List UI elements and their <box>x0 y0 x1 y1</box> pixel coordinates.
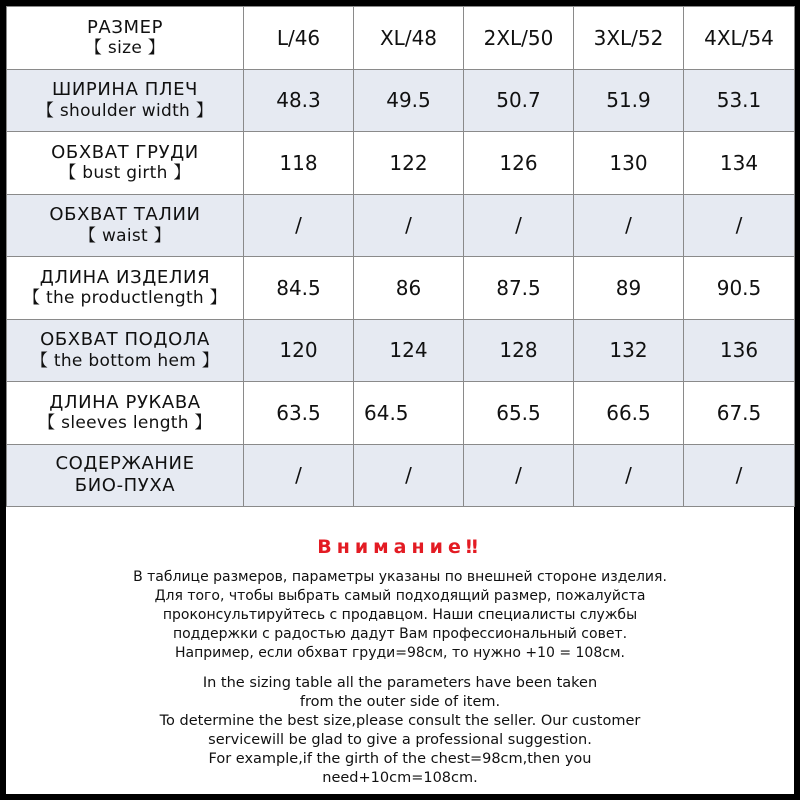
value-cell: 122 <box>354 132 464 195</box>
table-row-product-length <box>7 257 795 320</box>
value-cell: 51.9 <box>574 69 684 132</box>
notice-line: For example,if the girth of the chest=98cm,then you <box>208 751 592 767</box>
notice-line: In the sizing table all the parameters have been taken <box>202 675 598 691</box>
row-label-ru: ШИРИНА ПЛЕЧ <box>52 79 198 100</box>
notice-line: проконсультируйтесь с продавцом. Наши специалисты службы <box>162 607 638 623</box>
row-label-en: 【 the bottom hem 】 <box>30 350 220 371</box>
table-row-waist <box>7 194 795 257</box>
value-cell: 53.1 <box>684 69 795 132</box>
value-cell: 118 <box>244 132 354 195</box>
row-label-cell <box>7 257 244 320</box>
notice-line: В таблице размеров, параметры указаны по внешней стороне изделия. <box>133 569 667 585</box>
notice-line: need+10cm=108cm. <box>322 770 478 786</box>
size-label-cell <box>7 7 244 70</box>
notice-line: from the outer side of item. <box>299 694 501 710</box>
value-cell: 134 <box>684 132 795 195</box>
size-label-ru: РАЗМЕР <box>86 16 164 38</box>
row-label-en: 【 the productlength 】 <box>23 288 227 309</box>
notice-section <box>6 527 794 788</box>
value-cell: 128 <box>464 319 574 382</box>
value-cell: 90.5 <box>684 257 795 320</box>
value-cell: / <box>354 194 464 257</box>
row-label-cell <box>7 444 244 507</box>
size-header-cell: 2XL/50 <box>464 7 574 70</box>
size-table <box>6 6 795 507</box>
notice-line: To determine the best size,please consult the seller. Our customer <box>159 713 641 729</box>
notice-english-text <box>6 674 794 788</box>
value-cell: 136 <box>684 319 795 382</box>
table-row-bust-girth <box>7 132 795 195</box>
value-cell: / <box>244 194 354 257</box>
notice-russian-text <box>6 568 794 663</box>
value-cell: / <box>574 194 684 257</box>
value-cell: / <box>244 444 354 507</box>
value-cell: 67.5 <box>684 382 795 445</box>
table-row-sleeves-length <box>7 382 795 445</box>
value-cell: 66.5 <box>574 382 684 445</box>
notice-line: Например, если обхват груди=98см, то нужно +10 = 108см. <box>175 645 625 661</box>
value-cell: 86 <box>354 257 464 320</box>
header-row <box>7 7 795 70</box>
row-label-ru: ОБХВАТ ГРУДИ <box>51 141 199 163</box>
size-header-cell: 4XL/54 <box>684 7 795 70</box>
value-cell: / <box>464 444 574 507</box>
notice-line: servicewill be glad to give a professional suggestion. <box>208 732 592 748</box>
value-cell: 132 <box>574 319 684 382</box>
notice-line: поддержки с радостью дадут Вам профессиональный совет. <box>172 626 628 642</box>
value-cell: / <box>464 194 574 257</box>
row-label-cell <box>7 194 244 257</box>
row-label-cell <box>7 319 244 382</box>
size-header-cell: 3XL/52 <box>574 7 684 70</box>
row-label-ru: ДЛИНА ИЗДЕЛИЯ <box>39 266 211 288</box>
warning-title: Внимание‼ <box>317 536 483 558</box>
row-label-ru: ОБХВАТ ТАЛИИ <box>49 204 201 225</box>
value-cell: 87.5 <box>464 257 574 320</box>
value-cell: 65.5 <box>464 382 574 445</box>
row-label-ru: ДЛИНА РУКАВА <box>49 391 201 413</box>
value-cell <box>354 382 464 445</box>
value-cell: 84.5 <box>244 257 354 320</box>
value-cell: / <box>354 444 464 507</box>
row-label-ru-second-line: БИО-ПУХА <box>74 475 176 497</box>
value-cell: 63.5 <box>244 382 354 445</box>
row-label-en: 【 sleeves length 】 <box>38 413 212 434</box>
value-cell: / <box>684 444 795 507</box>
size-header-cell: XL/48 <box>354 7 464 70</box>
table-row-bio-down-content <box>7 444 795 507</box>
value-cell: 126 <box>464 132 574 195</box>
row-label-cell <box>7 382 244 445</box>
row-label-en: 【 shoulder width 】 <box>36 100 214 121</box>
row-label-cell <box>7 69 244 132</box>
row-label-ru: СОДЕРЖАНИЕ <box>55 453 195 475</box>
table-row-bottom-hem <box>7 319 795 382</box>
value-cell: 130 <box>574 132 684 195</box>
value-cell: 48.3 <box>244 69 354 132</box>
value-cell: 120 <box>244 319 354 382</box>
row-label-en: 【 waist 】 <box>78 225 172 246</box>
size-header-cell: L/46 <box>244 7 354 70</box>
value-cell: / <box>684 194 795 257</box>
row-label-ru: ОБХВАТ ПОДОЛА <box>40 329 210 350</box>
value-cell: 50.7 <box>464 69 574 132</box>
value-cell: 124 <box>354 319 464 382</box>
table-row-shoulder-width <box>7 69 795 132</box>
row-label-cell <box>7 132 244 195</box>
value-cell: / <box>574 444 684 507</box>
value-cell: 49.5 <box>354 69 464 132</box>
size-label-en: 【 size 】 <box>84 38 166 59</box>
row-label-en: 【 bust girth 】 <box>59 163 191 184</box>
value-cell: 89 <box>574 257 684 320</box>
value-text: 64.5 <box>364 400 409 425</box>
notice-line: Для того, чтобы выбрать самый подходящий размер, пожалуйста <box>154 588 646 604</box>
